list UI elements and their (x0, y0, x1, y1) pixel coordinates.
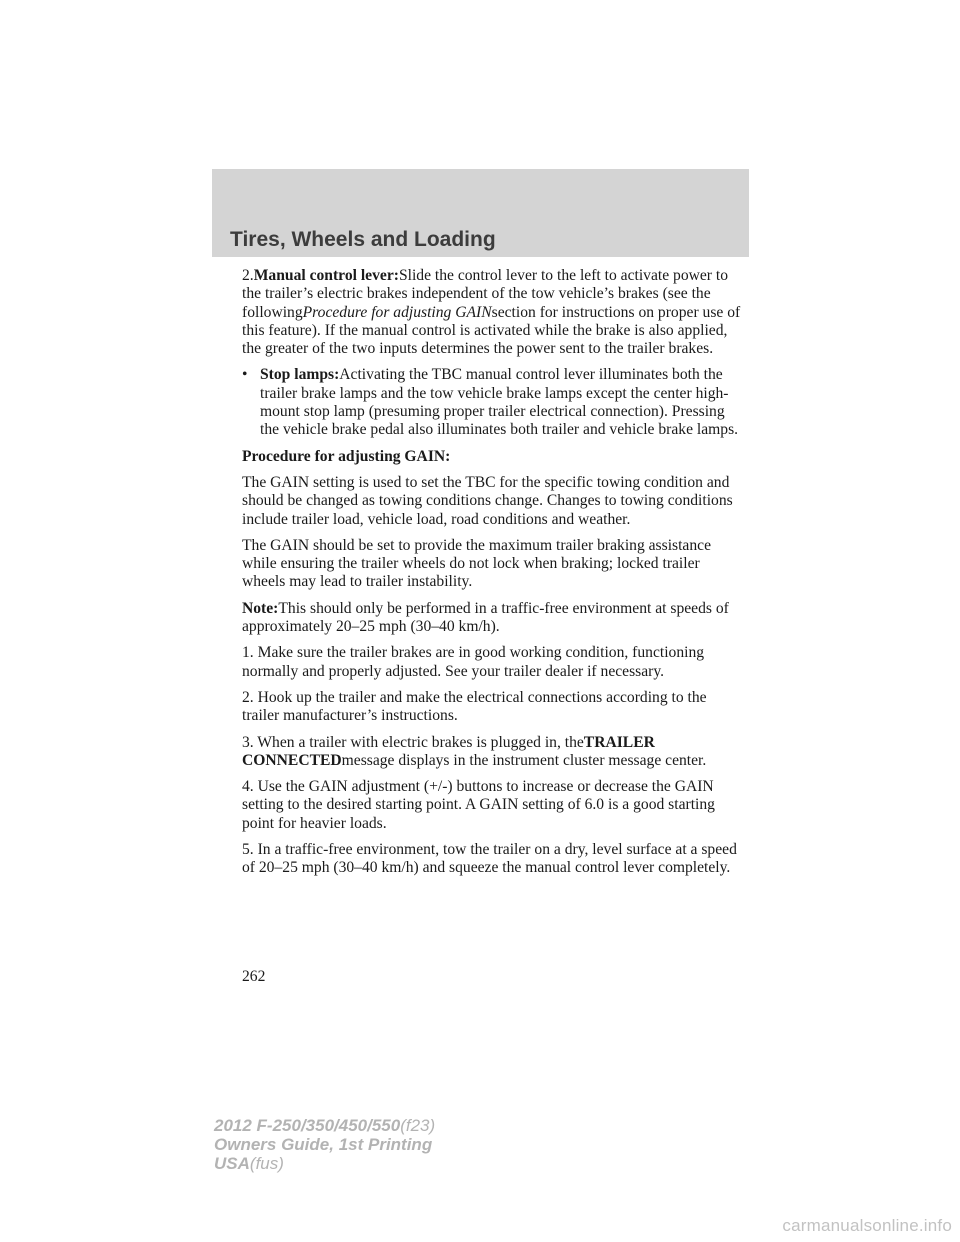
section-title: Tires, Wheels and Loading (230, 228, 496, 251)
step-2: 2. Hook up the trailer and make the electrical connections according to the trailer manufacturer’s instructions. (242, 688, 707, 725)
site-watermark: carmanualsonline.info (782, 1216, 952, 1235)
bullet-dot: • (242, 366, 248, 384)
page-content (242, 267, 742, 886)
step-5: 5. In a traffic-free environment, tow the trailer on a dry, level surface at a speed of 20–25 mph (30–40 km/h) and squeeze the manual control lever completely. (242, 841, 737, 877)
step-4: 4. Use the GAIN adjustment (+/-) buttons to increase or decrease the GAIN setting to the desired starting point. A GAIN setting of 6.0 is a good starting point for heavier loads. (242, 778, 715, 832)
stop-lamps-bullet (242, 366, 742, 439)
note-paragraph (242, 600, 742, 637)
stop-lamps-lead: Stop lamps: (260, 366, 340, 384)
procedure-heading: Procedure for adjusting GAIN: (242, 447, 451, 465)
section-header-band (212, 169, 749, 257)
footer-line-1: 2012 F-250/350/450/550(f23) (214, 1116, 436, 1135)
step-1: 1. Make sure the trailer brakes are in good working condition, functioning normally and properly adjusted. See your trailer dealer if necessary. (242, 644, 705, 680)
footer-line-2: Owners Guide, 1st Printing (214, 1135, 433, 1154)
note-text: This should only be performed in a traffic-free environment at speeds of approximately 20–25 mph (30–40 km/h). (242, 599, 729, 636)
procedure-reference: Procedure for adjusting GAIN (302, 303, 492, 321)
manual-control-text: Slide the control lever to the left to activate power to the trailer’s electric brakes independent of the tow vehicle’s brakes (see the following (242, 267, 729, 321)
document-footer (214, 1116, 435, 1173)
trailer-connected-message: TRAILER CONNECTED (242, 733, 655, 769)
step-3: 3. When a trailer with electric brakes is plugged in, theTRAILER CONNECTEDmessage displays in the instrument cluster message center. (242, 733, 707, 769)
bullet-text (260, 366, 742, 439)
page-number: 262 (242, 968, 266, 985)
manual-control-item (242, 267, 742, 358)
gain-max-paragraph: The GAIN should be set to provide the maximum trailer braking assistance while ensuring the trailer wheels do not lock when braking; locked trailer wheels may lead to trailer instability. (242, 536, 711, 591)
manual-control-lead: Manual control lever: (253, 267, 399, 284)
item-number: 2. (242, 267, 254, 284)
note-lead: Note: (242, 599, 279, 617)
footer-line-3: USA(fus) (214, 1154, 284, 1173)
stop-lamps-text: Activating the TBC manual control lever illuminates both the trailer brake lamps and the tow vehicle brake lamps except the center high-mount stop lamp (presuming proper trailer electrical connection). Pressing the vehicle brake pedal also illuminates both trailer and vehicle brake lamps. (260, 366, 739, 439)
manual-control-text-cont: section for instructions on proper use of this feature). If the manual control is activated while the brake is also applied, the greater of the two inputs determines the power sent to the trailer brakes. (242, 303, 741, 358)
gain-setting-paragraph: The GAIN setting is used to set the TBC for the specific towing condition and should be changed as towing conditions change. Changes to towing conditions include trailer load, vehicle load, road conditions and weather. (242, 473, 733, 528)
